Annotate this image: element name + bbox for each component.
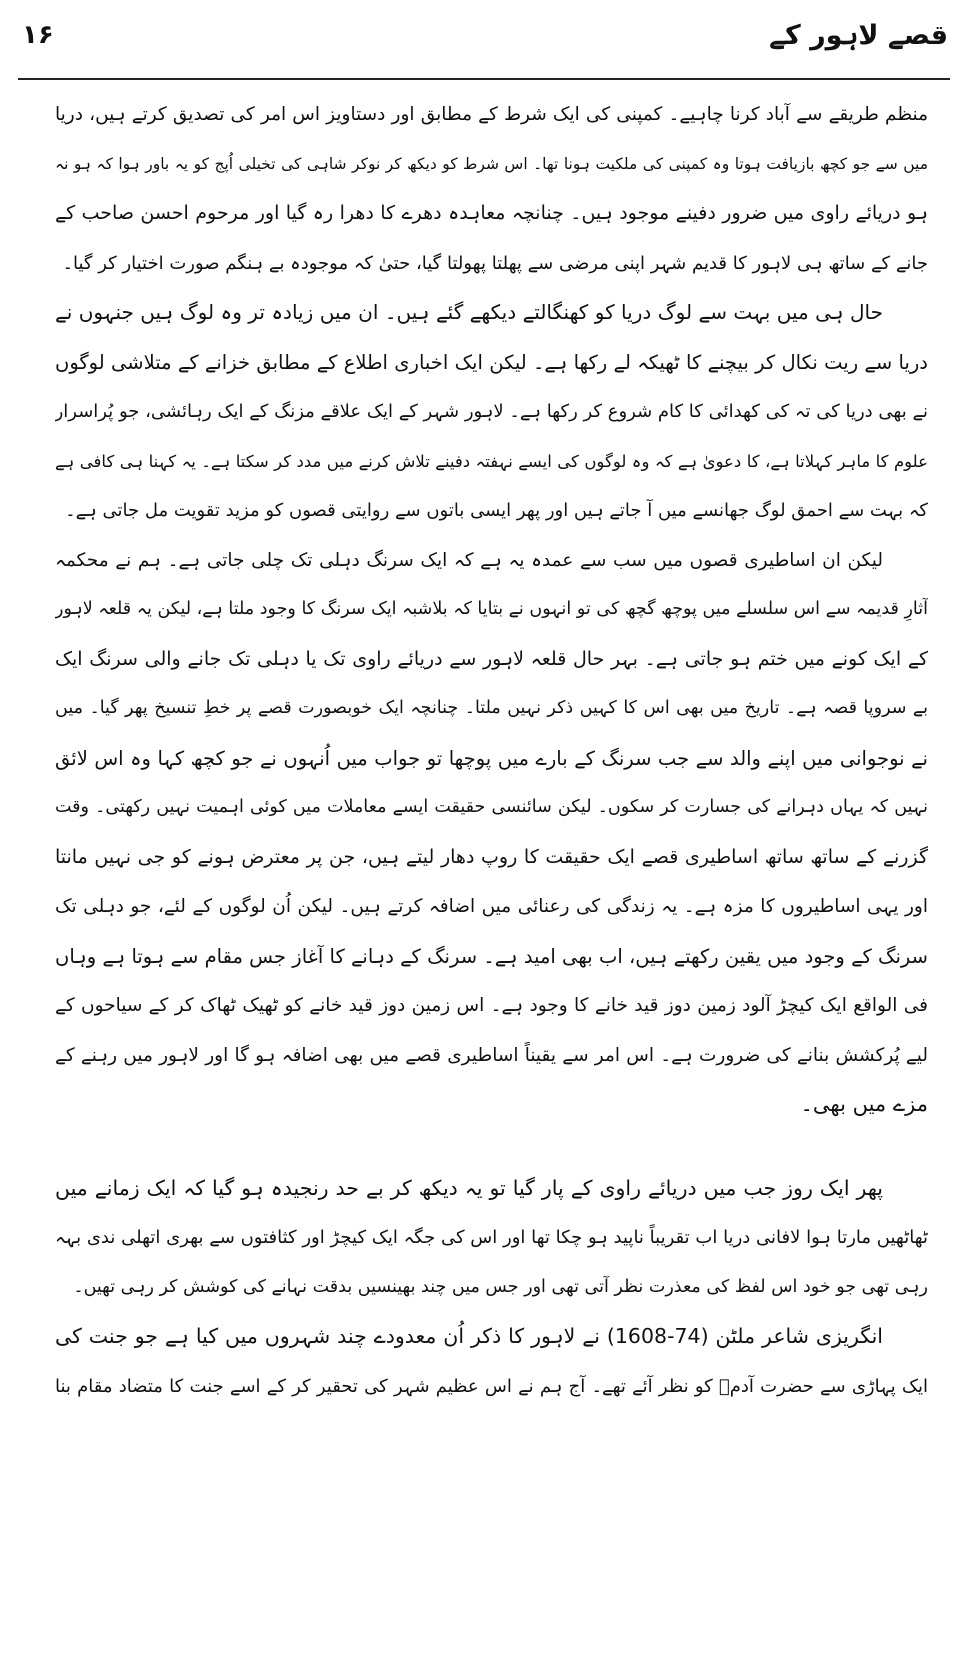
text-line: ایک پہاڑی سے حضرت آدمؑ کو نظر آئے تھے۔ آج ہم نے اس عظیم شہر کی تحقیر کر کے اسے جنت کا متضاد مقام بنا [55, 1375, 928, 1397]
text-line: نے بھی دریا کی تہ کی کھدائی کا کام شروع کر رکھا ہے۔ لاہور شہر کے ایک علاقے مزنگ کے ایک رہائشی، جو پُراسرار [55, 401, 928, 422]
text-line: آثارِ قدیمہ سے اس سلسلے میں پوچھ گچھ کی تو انہوں نے بتایا کہ بلاشبہ ایک سرنگ کا وجود ملتا ہے، لیکن یہ قلعہ لاہور [55, 599, 928, 619]
page-number: ۱۶ [22, 20, 54, 50]
text-line: منظم طریقے سے آباد کرنا چاہیے۔ کمپنی کی ایک شرط کے مطابق اور دستاویز اس امر کی تصدیق کرتے ہیں، دریا [55, 104, 928, 125]
text-line: نہیں کہ یہاں دہرانے کی جسارت کر سکوں۔ لیکن سائنسی حقیقت ایسے معاملات میں کوئی اہمیت نہیں رکھتی۔ وقت [55, 797, 928, 817]
text-line: علوم کا ماہر کہلاتا ہے، کا دعویٰ ہے کہ وہ لوگوں کی ایسے نہفتہ دفینے تلاش کرنے میں مدد کر سکتا ہے۔ یہ کہنا ہی کافی ہے [55, 451, 928, 471]
text-line: مزے میں بھی۔ [800, 1092, 928, 1116]
text-line: دریا سے ریت نکال کر بیچنے کا ٹھیکہ لے رکھا ہے۔ لیکن ایک اخباری اطلاع کے مطابق خزانے کے متلاشی لوگوں [55, 350, 928, 374]
text-line: سرنگ کے وجود میں یقین رکھتے ہیں، اب بھی امید ہے۔ سرنگ کے دہانے کا آغاز جس مقام سے ہوتا ہے وہاں [55, 944, 928, 968]
running-title: قصے لاہور کے [769, 20, 948, 51]
text-line: رہی تھی جو خود اس لفظ کی معذرت نظر آتی تھی اور جس میں چند بھینسیں بدقت نہانے کی کوشش کر رہی تھیں۔ [73, 1276, 928, 1297]
text-line: اور یہی اساطیروں کا مزہ ہے۔ یہ زندگی کی رعنائی میں اضافہ کرتے ہیں۔ لیکن اُن لوگوں کے لئے، جو دہلی تک [55, 896, 928, 917]
text-line: فی الواقع ایک کیچڑ آلود زمین دوز قید خانے کا وجود ہے۔ اس زمین دوز قید خانے کو ٹھیک ٹھاک کر کے سیاحوں کے [55, 995, 928, 1016]
text-line: کے ایک کونے میں ختم ہو جاتی ہے۔ بہر حال قلعہ لاہور سے دریائے راوی تک یا دہلی تک جانے والی سرنگ ایک [55, 647, 928, 670]
paragraph [55, 1164, 928, 1313]
text-line: کہ بہت سے احمق لوگ جھانسے میں آ جاتے ہیں اور پھر ایسی باتوں سے روایتی قصوں کو مزید تقویت مل جاتی ہے۔ [65, 500, 928, 521]
text-line: ٹھاٹھیں مارتا ہوا لافانی دریا اب تقریباً ناپید ہو چکا تھا اور اس کی جگہ ایک کیچڑ اور کثافتوں سے بھری اتھلی ندی بہہ [55, 1227, 928, 1248]
text-line: پھر ایک روز جب میں دریائے راوی کے پار گیا تو یہ دیکھ کر بے حد رنجیدہ ہو گیا کہ ایک زمانے میں [55, 1175, 883, 1200]
text-line: حال ہی میں بہت سے لوگ دریا کو کھنگالتے دیکھے گئے ہیں۔ ان میں زیادہ تر وہ لوگ ہیں جنہوں نے [55, 300, 883, 324]
text-line: ہو دریائے راوی میں ضرور دفینے موجود ہیں۔ چنانچہ معاہدہ دھرے کا دھرا رہ گیا اور مرحوم احسن صاحب کے [55, 202, 928, 224]
text-line: جانے کے ساتھ ہی لاہور کا قدیم شہر اپنی مرضی سے پھلتا پھولتا گیا، حتیٰ کہ موجودہ بے ہنگم صورت اختیار کر گیا۔ [62, 252, 928, 274]
text-line: لیکن ان اساطیری قصوں میں سب سے عمدہ یہ ہے کہ ایک سرنگ دہلی تک چلی جاتی ہے۔ ہم نے محکمہ [55, 549, 883, 571]
text-line: گزرنے کے ساتھ ساتھ اساطیری قصے ایک حقیقت کا روپ دھار لیتے ہیں، جن پر معترض ہونے کو جی نہیں مانتا [55, 845, 928, 868]
paragraph [55, 288, 928, 536]
paragraph [55, 90, 928, 288]
text-line: نے نوجوانی میں اپنے والد سے جب سرنگ کے بارے میں پوچھا تو جواب میں اُنہوں نے جو کچھ کہا وہ اس لائق [55, 746, 928, 770]
paragraph-gap [55, 1130, 928, 1164]
text-line: میں سے جو کچھ بازیافت ہوتا وہ کمپنی کی ملکیت ہونا تھا۔ اس شرط کو دیکھ کر نوکر شاہی کی تخیلی اُپج کو یہ باور ہوا کہ ہو نہ [55, 154, 928, 173]
paragraph [55, 536, 928, 1130]
page-header [22, 14, 948, 74]
text-line: لیے پُرکشش بنانے کی ضرورت ہے۔ اس امر سے یقیناً اساطیری قصے میں بھی اضافہ ہو گا اور لاہور میں رہنے کے [55, 1044, 928, 1066]
text-line: بے سروپا قصہ ہے۔ تاریخ میں بھی اس کا کہیں ذکر نہیں ملتا۔ چنانچہ ایک خوبصورت قصے پر خطِ تنسیخ پھر گیا۔ میں [55, 698, 928, 718]
header-rule [18, 78, 950, 80]
body-text [55, 90, 928, 1411]
paragraph [55, 1312, 928, 1411]
text-line: انگریزی شاعر ملٹن (74-1608) نے لاہور کا ذکر اُن معدودے چند شہروں میں کیا ہے جو جنت کی [55, 1324, 884, 1348]
